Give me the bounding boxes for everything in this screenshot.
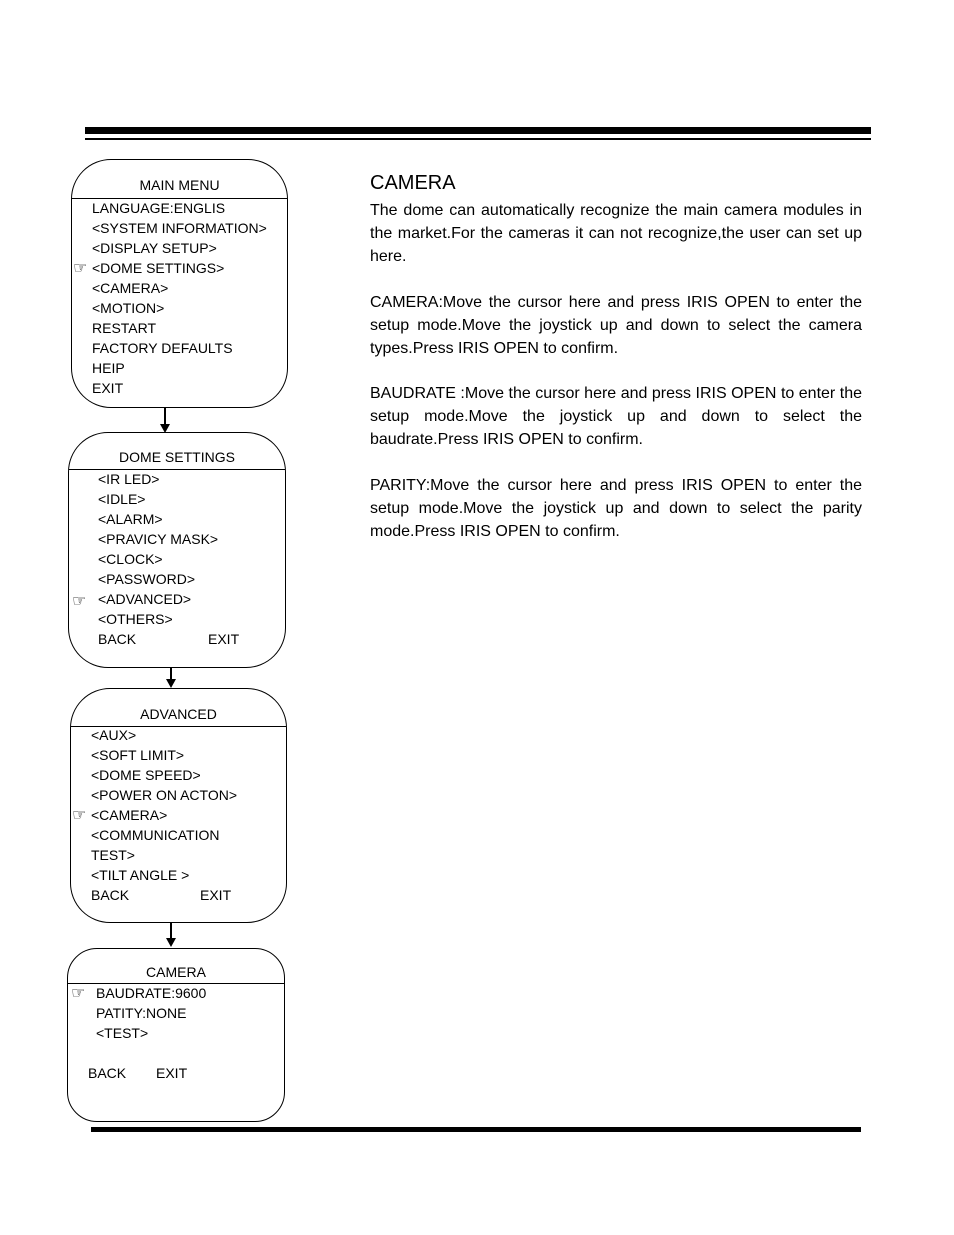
back-option[interactable]: BACK — [98, 631, 137, 647]
dome-settings-item[interactable]: <IR LED> — [98, 471, 160, 487]
advanced-menu-item[interactable]: TEST> — [91, 847, 135, 863]
advanced-menu-item[interactable]: <AUX> — [91, 727, 137, 743]
main-menu-item[interactable]: <DOME SETTINGS> — [92, 260, 225, 276]
main-menu-item[interactable]: LANGUAGE:ENGLIS — [92, 200, 226, 216]
hand-pointer-icon: ☞ — [72, 805, 87, 824]
camera-menu-item[interactable]: PATITY:NONE — [96, 1005, 187, 1021]
main-menu-item[interactable]: EXIT — [92, 380, 124, 396]
advanced-menu-item[interactable]: <COMMUNICATION — [91, 827, 220, 843]
exit-option[interactable]: EXIT — [208, 631, 240, 647]
main-menu-title: MAIN MENU — [139, 177, 220, 193]
main-menu-item[interactable]: <MOTION> — [92, 300, 165, 316]
header-rule-thin — [85, 138, 871, 140]
main-menu-item[interactable]: <SYSTEM INFORMATION> — [92, 220, 267, 236]
advanced-menu-item[interactable]: <CAMERA> — [91, 807, 168, 823]
hand-pointer-icon: ☞ — [71, 983, 86, 1002]
main-menu-item[interactable]: <CAMERA> — [92, 280, 169, 296]
camera-menu-item[interactable]: BAUDRATE:9600 — [96, 985, 207, 1001]
main-menu-item[interactable]: FACTORY DEFAULTS — [92, 340, 233, 356]
advanced-menu-item[interactable]: <SOFT LIMIT> — [91, 747, 185, 763]
footer-rule — [91, 1127, 861, 1132]
camera-menu-item[interactable]: <TEST> — [96, 1025, 149, 1041]
exit-option[interactable]: EXIT — [156, 1065, 188, 1081]
camera-menu-box — [67, 948, 285, 1122]
advanced-menu-title: ADVANCED — [140, 706, 217, 722]
hand-pointer-icon: ☞ — [73, 258, 88, 277]
header-rule-thick — [85, 127, 871, 134]
camera-paragraph: CAMERA:Move the cursor here and press IRIS OPEN to enter the setup mode.Move the joystick up and down to select the camera types.Press IRIS OPEN to confirm. — [370, 294, 862, 357]
dome-settings-box — [68, 432, 286, 668]
back-option[interactable]: BACK — [91, 887, 130, 903]
main-menu-item[interactable]: HEIP — [92, 360, 125, 376]
dome-settings-item[interactable]: <OTHERS> — [98, 611, 173, 627]
advanced-menu-item[interactable]: <TILT ANGLE > — [91, 867, 190, 883]
main-menu-item[interactable]: <DISPLAY SETUP> — [92, 240, 217, 256]
camera-menu-title: CAMERA — [146, 964, 206, 980]
dome-settings-item[interactable]: <PASSWORD> — [98, 571, 195, 587]
advanced-menu-box — [70, 688, 287, 923]
back-option[interactable]: BACK — [88, 1065, 127, 1081]
baudrate-paragraph: BAUDRATE :Move the cursor here and press IRIS OPEN to enter the setup mode.Move the joystick up and down to select the baudrate.Press IRIS OPEN to confirm. — [370, 385, 862, 448]
dome-settings-title: DOME SETTINGS — [119, 449, 235, 465]
dome-settings-item[interactable]: <ADVANCED> — [98, 591, 192, 607]
main-menu-box — [71, 159, 288, 408]
dome-settings-item[interactable]: <CLOCK> — [98, 551, 163, 567]
advanced-menu-item[interactable]: <POWER ON ACTON> — [91, 787, 237, 803]
main-menu-item[interactable]: RESTART — [92, 320, 157, 336]
hand-pointer-icon: ☞ — [72, 591, 87, 610]
advanced-menu-item[interactable]: <DOME SPEED> — [91, 767, 201, 783]
dome-settings-item[interactable]: <ALARM> — [98, 511, 163, 527]
parity-paragraph: PARITY:Move the cursor here and press IRIS OPEN to enter the setup mode.Move the joystick up and down to select the parity mode.Press IRIS OPEN to confirm. — [370, 477, 862, 540]
dome-settings-item[interactable]: <IDLE> — [98, 491, 146, 507]
exit-option[interactable]: EXIT — [200, 887, 232, 903]
dome-settings-item[interactable]: <PRAVICY MASK> — [98, 531, 219, 547]
section-heading: CAMERA — [370, 172, 456, 194]
intro-paragraph: The dome can automatically recognize the main camera modules in the market.For the cameras it can not recognize,the user can set up here. — [370, 202, 862, 265]
